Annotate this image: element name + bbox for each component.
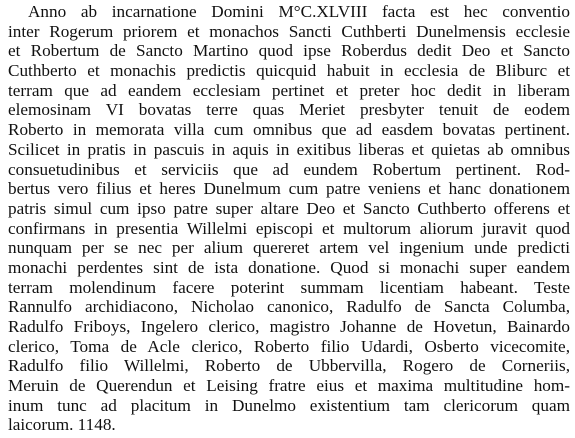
text-line: Scilicet in pratis in pascuis in aquis in exitibus liberas et quietas ab omnibus — [8, 139, 570, 159]
text-line: Meruin de Querendun et Leising fratre eius et maxima multitudine hom- — [8, 376, 570, 396]
text-line: bertus vero filius et heres Dunelmum cum patre veniens et hanc donationem — [8, 179, 570, 199]
text-line: inum tunc ad placitum in Dunelmo existentium tam clericorum quam — [8, 395, 570, 415]
text-line: patris simul cum ipso patre super altare Deo et Sancto Cuthberto offerens et — [8, 198, 570, 218]
text-line: terram molendinum facere poterint summam licentiam habeant. Teste — [8, 277, 570, 297]
text-line: Rannulfo archidiacono, Nicholao canonico, Radulfo de Sancta Columba, — [8, 297, 570, 317]
text-line: laicorum. 1148. — [8, 415, 116, 435]
text-line: Radulfo Friboys, Ingelero clerico, magistro Johanne de Hovetun, Bainardo — [8, 317, 570, 336]
text-line: inter Rogerum priorem et monachos Sancti Cuthberti Dunelmensis ecclesie — [8, 21, 570, 41]
text-line: confirmans in presentia Willelmi episcopi et multorum aliorum juravit quod — [8, 218, 570, 238]
text-line: nunquam per se nec per alium quereret artem vel ingenium unde predicti — [8, 238, 570, 258]
text-line: terram que ad eandem ecclesiam pertinet et preter hoc dedit in liberam — [8, 80, 570, 100]
text-line: consuetudinibus et serviciis que ad eundem Robertum pertinent. Rod- — [8, 159, 570, 179]
text-line: Radulfo filio Willelmi, Roberto de Ubbervilla, Rogero de Corneriis, — [8, 356, 570, 376]
text-line: elemosinam VI bovatas terre quas Meriet presbyter tenuit de eodem — [8, 100, 570, 120]
text-line: Cuthberto et monachis predictis quicquid habuit in ecclesia de Bliburc et — [8, 61, 570, 81]
text-line: et Robertum de Sancto Martino quod ipse Roberdus dedit Deo et Sancto — [8, 41, 570, 61]
charter-text — [8, 2, 570, 435]
text-line: monachi perdentes sint de ista donatione. Quod si monachi super eandem — [8, 257, 570, 277]
text-line: clerico, Toma de Acle clerico, Roberto filio Udardi, Osberto vicecomite, — [8, 336, 570, 356]
text-line: Anno ab incarnatione Domini M°C.XLVIII facta est hec conventio — [28, 2, 570, 21]
text-line: Roberto in memorata villa cum omnibus que ad easdem bovatas pertinent. — [8, 120, 570, 140]
